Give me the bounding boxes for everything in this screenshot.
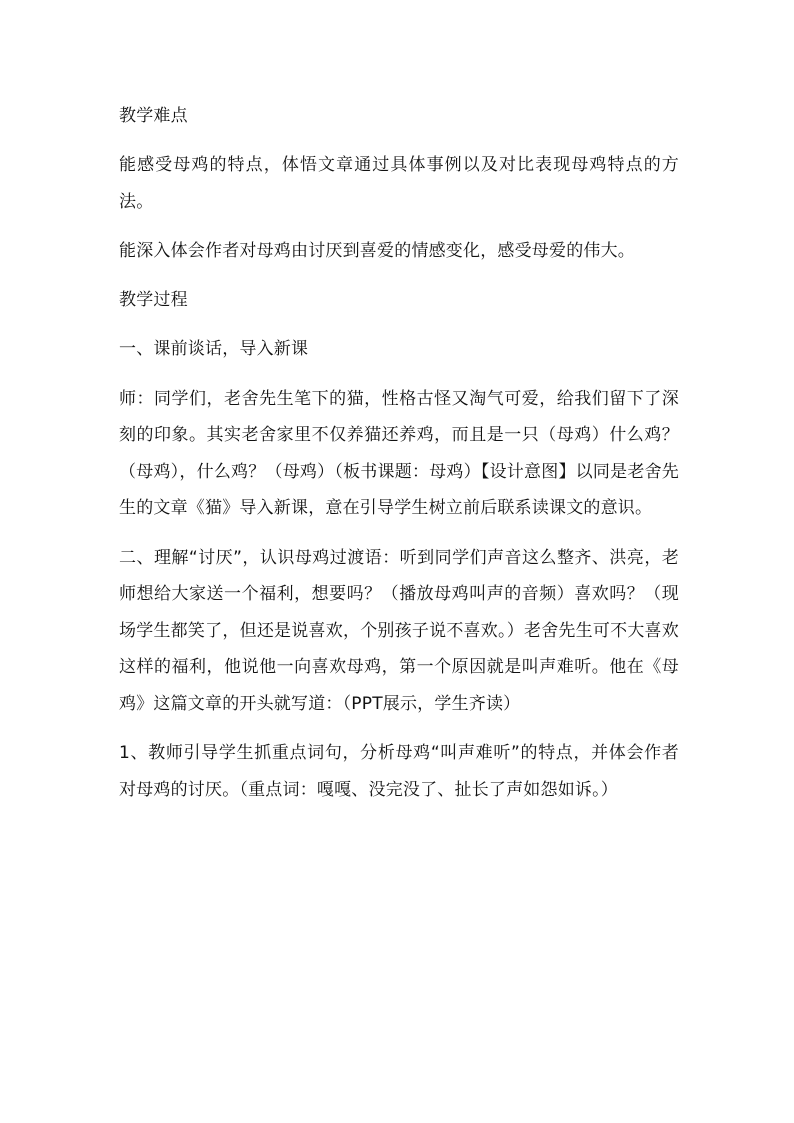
heading-teaching-difficulties: 教学难点 [119, 106, 188, 126]
heading-teaching-process: 教学过程 [119, 290, 188, 311]
paragraph-teacher-intro: 师：同学们，老舍先生笔下的猫，性格古怪又淘气可爱，给我们留下了深刻的印象。其实老舍家里不仅养猫还养鸡，而且是一只（母鸡）什么鸡？（母鸡），什么鸡？（母鸡）（板书课题：母鸡）【设计意图】以同是老舍先生的文章《猫》导入新课，意在引导学生树立前后联系读课文的意识。 [119, 388, 679, 519]
document-body [119, 98, 679, 821]
paragraph-difficulty-1: 能感受母鸡的特点，体悟文章通过具体事例以及对比表现母鸡特点的方法。 [119, 155, 679, 212]
paragraph-step-one: 1、教师引导学生抓重点词句，分析母鸡“叫声难听”的特点，并体会作者对母鸡的讨厌。（重点词：嘎嘎、没完没了、扯长了声如怨如诉。） [119, 743, 679, 800]
heading-section-one: 一、课前谈话，导入新课 [119, 339, 309, 360]
paragraph-difficulty-2: 能深入体会作者对母鸡由讨厌到喜爱的情感变化，感受母爱的伟大。 [119, 240, 635, 261]
paragraph-section-two: 二、理解“讨厌”，认识母鸡过渡语：听到同学们声音这么整齐、洪亮，老师想给大家送一个福利，想要吗？（播放母鸡叫声的音频）喜欢吗？（现场学生都笑了，但还是说喜欢，个别孩子说不喜欢。）老舍先生可不大喜欢这样的福利，他说他一向喜欢母鸡，第一个原因就是叫声难听。他在《母鸡》这篇文章的开头就写道：（PPT展示，学生齐读） [119, 547, 679, 714]
